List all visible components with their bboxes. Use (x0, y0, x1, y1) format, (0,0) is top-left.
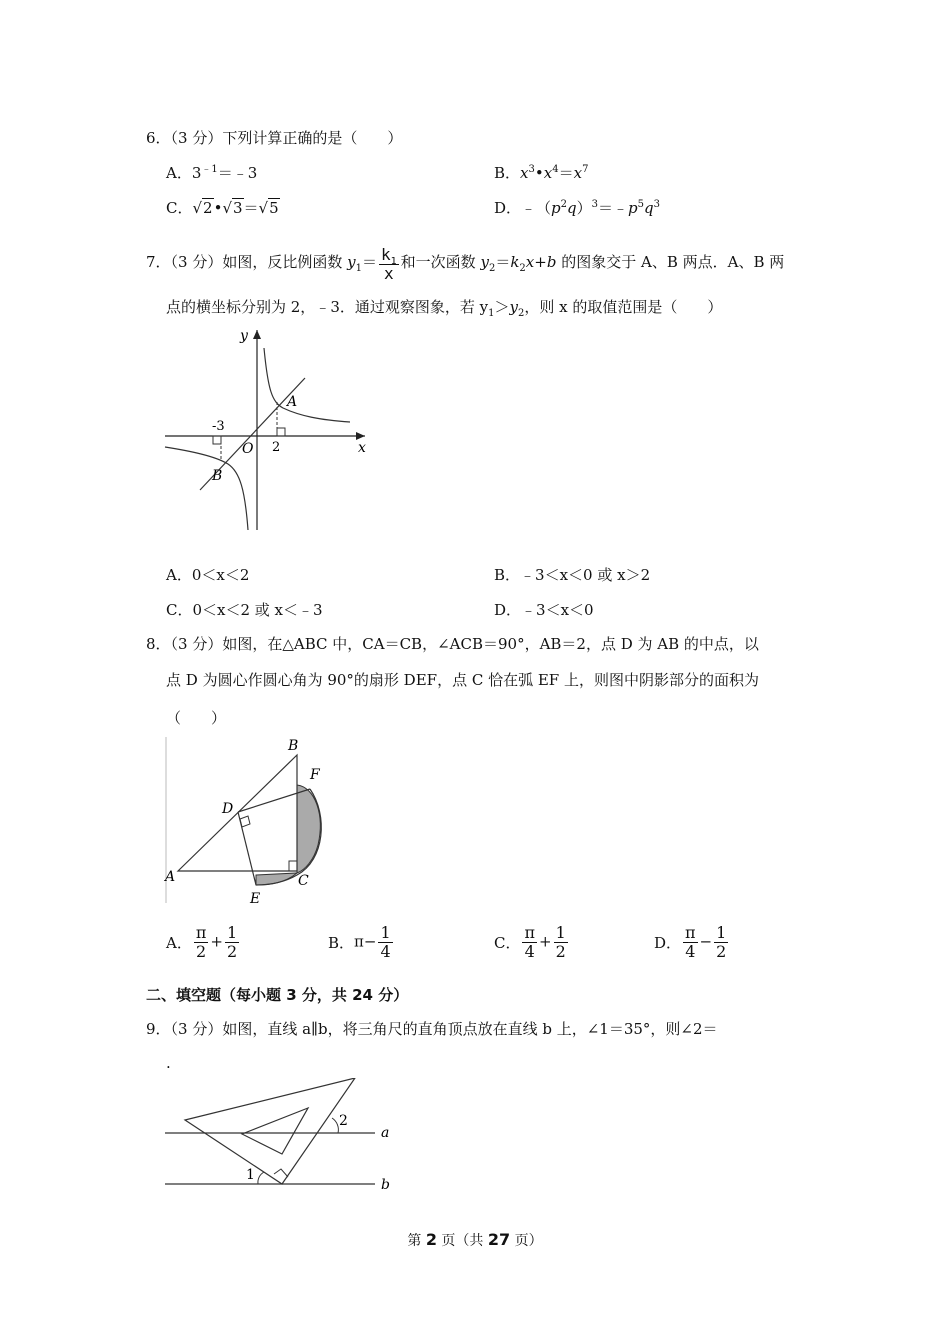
label-a: A (287, 394, 298, 410)
label-2: 2 (339, 1113, 348, 1129)
page-number: 2 (425, 1230, 437, 1249)
label-y: y (240, 328, 248, 344)
right-angle-mark-a (277, 428, 285, 436)
triangle-outer (185, 1078, 355, 1184)
label-b8: B (288, 738, 299, 754)
q7-option-a: A．0＜x＜2 (166, 566, 250, 584)
q9-line1: 9．（3 分）如图，直线 a∥b，将三角尺的直角顶点放在直线 b 上，∠1＝35°，则∠2＝ (146, 1020, 718, 1038)
q6-option-d: D．$﹣(p^2q)^3=﹣p^5q^3$ (494, 199, 661, 217)
q8-option-c: C． $\frac{\pi}{4}$ + $\frac{1}{2}$ (494, 923, 566, 961)
page-total: 27 (487, 1230, 511, 1249)
label-f: F (310, 767, 320, 783)
q8-option-b: B．π− $\frac{1}{4}$ (328, 923, 391, 961)
q8-line2: 点 D 为圆心作圆心角为 90°的扇形 DEF，点 C 恰在弧 EF 上，则图中阴影部分的面积为 (166, 671, 759, 689)
triangle-abc (178, 755, 297, 871)
q8-line3: （ ） (166, 709, 227, 727)
y-axis-arrow-icon (253, 330, 261, 339)
label-d: D (222, 801, 234, 817)
q7-option-c: C．0＜x＜2 或 x＜﹣3 (166, 601, 323, 619)
q6-option-a: A．$3^{﹣1}=﹣3$ (166, 164, 258, 182)
label-a8: A (165, 869, 176, 885)
label-b: B (212, 468, 223, 484)
q6-option-b: B．$x^3•x^4=x^7$ (494, 164, 589, 182)
q9-figure (160, 1078, 400, 1198)
page-footer: 第 2 页（共 27 页） (407, 1230, 543, 1249)
q7-line1: 7．（3 分）如图，反比例函数 $y_1=$ $\frac{k_1}{x}$ 和一次函数 $y_2=k_2x+b$ 的图象交于 A、B 两点．A、B 两 (146, 245, 785, 283)
q7-option-b: B．﹣3＜x＜0 或 x＞2 (494, 566, 651, 584)
q7-line2: 点的横坐标分别为 2，﹣3．通过观察图象，若 $y_1>y_2$，则 x 的取值范围是（ ） (166, 298, 723, 319)
q6-option-c: C．√2•√3＝√5 (166, 199, 279, 217)
q7-figure (160, 320, 380, 535)
q7-option-d: D．﹣3＜x＜0 (494, 601, 594, 619)
x-axis-arrow-icon (356, 432, 365, 440)
shaded-region-right (297, 785, 320, 873)
label-x: x (358, 440, 366, 456)
label-o: O (242, 441, 254, 457)
angle-2-arc (332, 1118, 338, 1133)
right-angle-mark-b (213, 436, 221, 444)
q6-stem: 6．（3 分）下列计算正确的是（ ） (146, 129, 403, 147)
label-e: E (250, 891, 261, 907)
hyperbola-branch-1 (264, 348, 350, 422)
right-angle-d (240, 816, 250, 827)
label-a9: a (381, 1125, 390, 1141)
q8-line1: 8．（3 分）如图，在△ABC 中，CA＝CB，∠ACB＝90°，AB＝2，点 D 为 AB 的中点，以 (146, 635, 759, 653)
label-2: 2 (272, 440, 281, 455)
q8-figure (160, 735, 340, 910)
label-b9: b (381, 1177, 390, 1193)
label-1: 1 (246, 1167, 255, 1183)
triangle-inner (242, 1108, 308, 1154)
right-angle-c (289, 861, 297, 871)
q8-option-d: D． $\frac{\pi}{4}$ − $\frac{1}{2}$ (654, 923, 727, 961)
label-neg3: -3 (212, 419, 225, 434)
q9-line2: . (166, 1054, 171, 1072)
q8-option-a: A． $\frac{\pi}{2}$ + $\frac{1}{2}$ (166, 923, 238, 961)
hyperbola-branch-2 (165, 447, 248, 530)
right-angle-mark (274, 1169, 288, 1177)
label-c: C (298, 873, 309, 889)
angle-1-arc (258, 1172, 264, 1184)
section-heading-fill-blank: 二、填空题（每小题 3 分，共 24 分） (146, 986, 409, 1004)
